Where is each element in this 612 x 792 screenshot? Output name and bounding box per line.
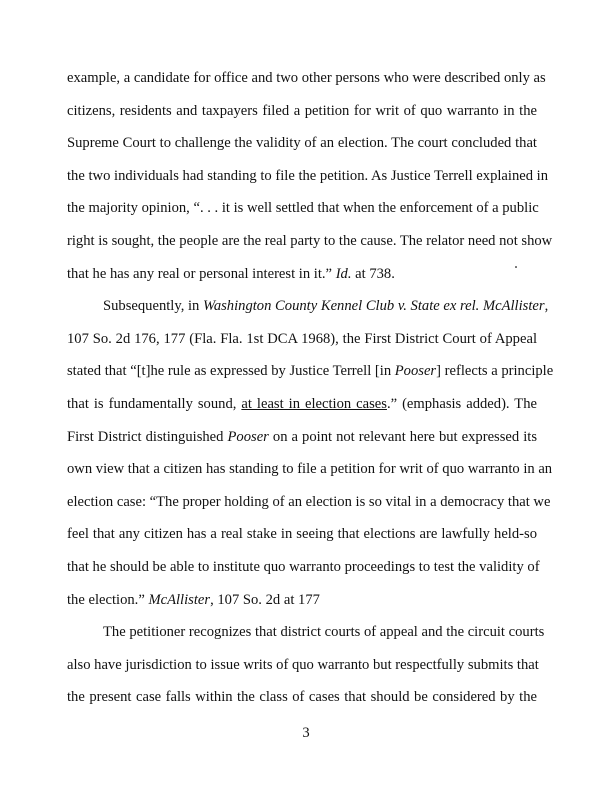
text-segment: example, a candidate for office and two other persons who were described only as	[67, 70, 546, 86]
text-line	[67, 616, 545, 649]
text-segment: on a point not relevant here but expressed its	[268, 428, 538, 445]
text-line	[67, 681, 537, 714]
text-line	[67, 290, 549, 323]
text-segment: the present case falls within the class of cases that should be considered by the	[67, 689, 537, 706]
text-line	[67, 225, 553, 258]
text-segment: ] reflects a principle	[436, 363, 554, 380]
text-line	[67, 95, 537, 128]
text-segment: the election.”	[67, 591, 149, 608]
text-line	[67, 258, 537, 291]
text-segment: at 738.	[351, 265, 395, 282]
text-line	[67, 355, 554, 388]
text-segment: 107 So. 2d 176, 177 (Fla. Fla. 1st DCA 1968), the First District Court of Appeal	[67, 330, 537, 347]
text-line	[67, 160, 549, 193]
text-segment: Supreme Court to challenge the validity of an election. The court concluded that	[67, 135, 537, 152]
text-segment: The petitioner recognizes that district courts of appeal and the circuit courts	[103, 624, 545, 641]
text-segment: feel that any citizen has a real stake in seeing that elections are lawfully held-so	[67, 526, 537, 543]
text-line	[67, 486, 551, 519]
page-number: 3	[302, 725, 310, 741]
citation-italic: Washington County Kennel Club v. State ex rel. McAllister	[203, 298, 545, 315]
text-segment: stated that “[t]he rule as expressed by Justice Terrell [in	[67, 363, 395, 380]
text-segment: First District distinguished	[67, 428, 228, 445]
text-segment: the two individuals had standing to file the petition. As Justice Terrell explained in	[67, 167, 549, 184]
text-segment: election case: “The proper holding of an election is so vital in a democracy that we	[67, 493, 551, 510]
text-segment: that he has any real or personal interest in it.”	[67, 265, 336, 282]
text-segment: that is fundamentally sound,	[67, 395, 242, 412]
emphasis-underline: at least in election cases	[241, 395, 387, 412]
text-line	[67, 551, 540, 584]
text-line	[67, 388, 537, 421]
citation-italic: Id.	[335, 265, 352, 282]
text-segment: .” (emphasis added). The	[386, 395, 537, 412]
text-segment: own view that a citizen has standing to file a petition for writ of quo warranto in an	[67, 461, 553, 478]
scan-speck	[515, 266, 517, 268]
citation-italic: Pooser	[227, 428, 269, 445]
citation-italic: McAllister	[148, 591, 211, 608]
text-segment: , 107 So. 2d at 177	[210, 591, 320, 608]
text-segment: that he should be able to institute quo warranto proceedings to test the validity of	[67, 558, 540, 575]
body-text	[67, 62, 554, 714]
text-line	[67, 62, 546, 95]
text-line	[67, 192, 537, 225]
text-line	[67, 421, 537, 454]
text-segment: ,	[544, 298, 549, 315]
text-line	[67, 127, 537, 160]
text-segment: the majority opinion, “. . . it is well settled that when the enforcement of a public	[67, 200, 539, 217]
text-segment: Subsequently, in	[103, 298, 203, 315]
text-line	[67, 453, 553, 486]
text-segment: citizens, residents and taxpayers filed a petition for writ of quo warranto in the	[67, 102, 537, 119]
text-line	[67, 584, 537, 617]
citation-italic: Pooser	[394, 363, 437, 380]
text-line	[67, 323, 537, 356]
text-segment: also have jurisdiction to issue writs of quo warranto but respectfully submits that	[67, 656, 539, 673]
text-line	[67, 518, 537, 551]
text-line	[67, 649, 537, 682]
text-segment: right is sought, the people are the real party to the cause. The relator need not show	[67, 232, 553, 249]
